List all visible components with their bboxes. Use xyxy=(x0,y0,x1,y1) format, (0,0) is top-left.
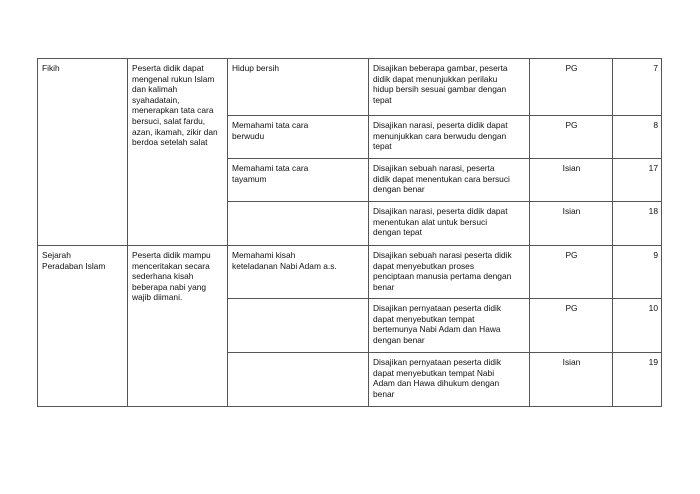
form-cell xyxy=(530,299,613,353)
number-text: 9 xyxy=(653,250,658,260)
number-text: 10 xyxy=(648,303,658,313)
number-text: 18 xyxy=(648,206,658,216)
number-cell xyxy=(613,59,662,116)
form-cell xyxy=(530,246,613,299)
table-row xyxy=(38,59,662,116)
indicator-text: Disajikan sebuah narasi peserta didik dapat menyebutkan proses penciptaan manusia pertama dengan benar xyxy=(373,250,512,292)
form-cell xyxy=(530,59,613,116)
indicator-text: Disajikan pernyataan peserta didik dapat menyebutkan tempat bertemunya Nabi Adam dan Hawa dengan benar xyxy=(373,303,502,345)
number-cell xyxy=(613,116,662,159)
indicator-text: Disajikan narasi, peserta didik dapat menunjukkan cara berwudu dengan tepat xyxy=(373,120,508,152)
material-text: Memahami kisah keteladanan Nabi Adam a.s. xyxy=(232,250,337,271)
form-text: PG xyxy=(565,120,578,130)
subject-cell xyxy=(38,59,128,246)
subject-text: Sejarah Peradaban Islam xyxy=(42,250,106,271)
material-cell xyxy=(228,353,369,407)
form-cell xyxy=(530,202,613,246)
form-text: PG xyxy=(565,303,578,313)
indicator-text: Disajikan sebuah narasi, peserta didik dapat menentukan cara bersuci dengan benar xyxy=(373,163,510,195)
grid-table xyxy=(37,58,662,407)
material-text: Memahami tata cara tayamum xyxy=(232,163,309,184)
material-cell xyxy=(228,202,369,246)
indicator-cell xyxy=(369,246,530,299)
number-cell xyxy=(613,246,662,299)
indicator-cell xyxy=(369,116,530,159)
indicator-text: Disajikan pernyataan peserta didik dapat menyebutkan tempat Nabi Adam dan Hawa dihukum dengan benar xyxy=(373,357,502,399)
form-cell xyxy=(530,116,613,159)
indicator-cell xyxy=(369,299,530,353)
table-row xyxy=(38,246,662,299)
competency-cell xyxy=(128,59,228,246)
material-cell xyxy=(228,246,369,299)
number-text: 19 xyxy=(648,357,658,367)
indicator-cell xyxy=(369,202,530,246)
subject-cell xyxy=(38,246,128,407)
number-cell xyxy=(613,353,662,407)
material-cell xyxy=(228,116,369,159)
form-text: Isian xyxy=(562,357,581,367)
number-text: 8 xyxy=(653,120,658,130)
indicator-text: Disajikan narasi, peserta didik dapat menentukan alat untuk bersuci dengan tepat xyxy=(373,206,508,238)
number-cell xyxy=(613,202,662,246)
indicator-cell xyxy=(369,353,530,407)
material-text: Hidup bersih xyxy=(232,63,280,73)
form-cell xyxy=(530,159,613,202)
number-text: 7 xyxy=(653,63,658,73)
indicator-text: Disajikan beberapa gambar, peserta didik dapat menunjukkan perilaku hidup bersih sesuai gambar dengan tepat xyxy=(373,63,508,105)
competency-text: Peserta didik dapat mengenal rukun Islam dan kalimah syahadatain, menerapkan tata cara bersuci, salat fardu, azan, ikamah, zikir dan berdoa setelah salat xyxy=(132,63,218,148)
number-text: 17 xyxy=(648,163,658,173)
competency-cell xyxy=(128,246,228,407)
subject-text: Fikih xyxy=(42,63,60,73)
material-cell xyxy=(228,59,369,116)
number-cell xyxy=(613,299,662,353)
material-cell xyxy=(228,299,369,353)
number-cell xyxy=(613,159,662,202)
form-text: PG xyxy=(565,63,578,73)
material-text: Memahami tata cara berwudu xyxy=(232,120,309,141)
competency-text: Peserta didik mampu menceritakan secara sederhana kisah beberapa nabi yang wajib diimani. xyxy=(132,250,211,303)
indicator-cell xyxy=(369,59,530,116)
form-text: Isian xyxy=(562,206,581,216)
form-cell xyxy=(530,353,613,407)
form-text: PG xyxy=(565,250,578,260)
indicator-cell xyxy=(369,159,530,202)
material-cell xyxy=(228,159,369,202)
form-text: Isian xyxy=(562,163,581,173)
